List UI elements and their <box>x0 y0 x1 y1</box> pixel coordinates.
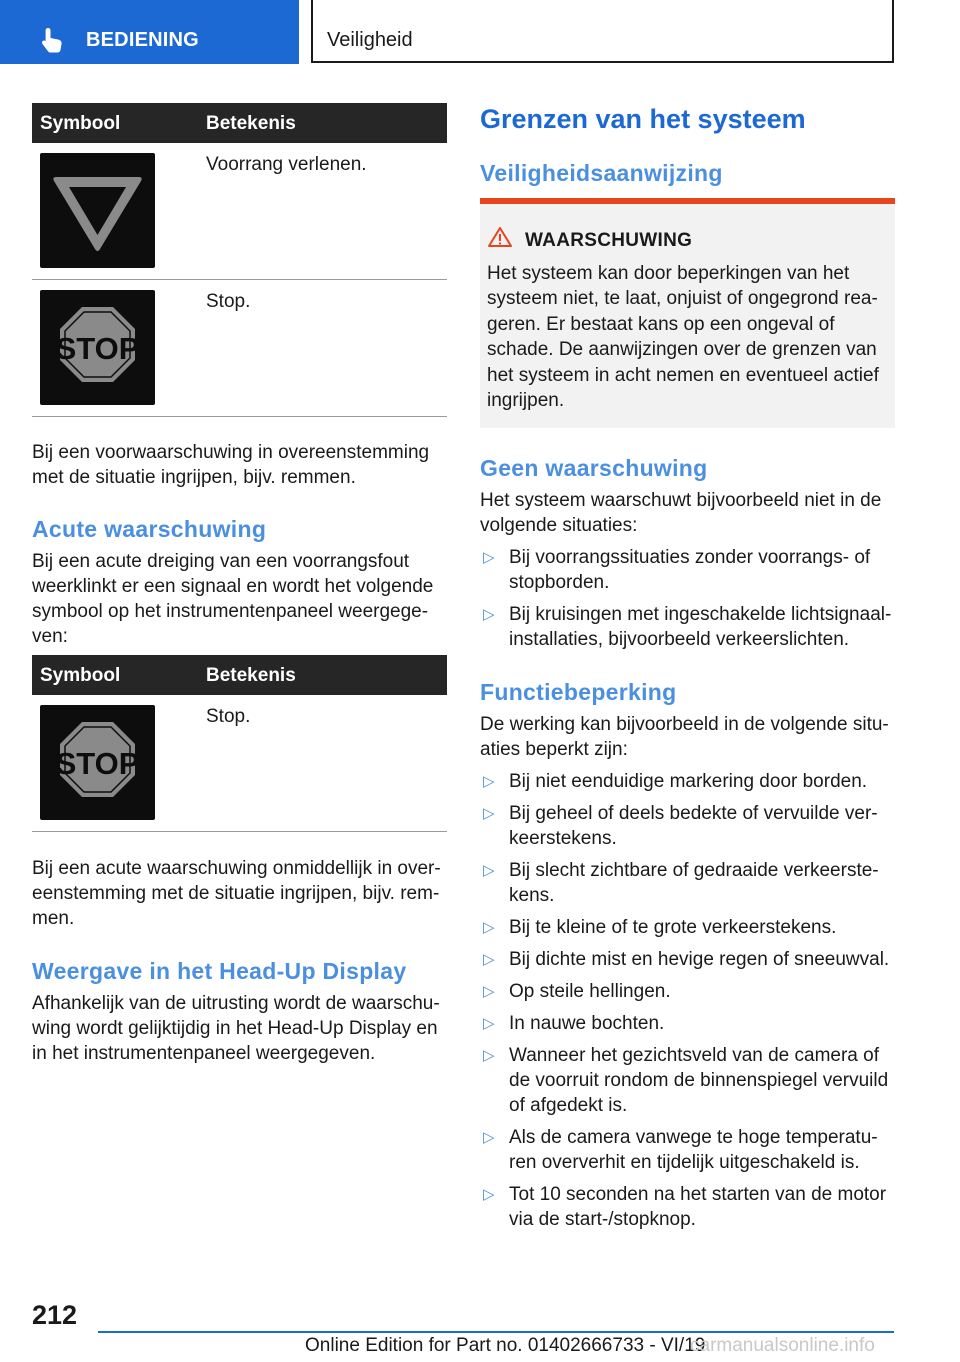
list-item: ▷ Als de camera vanwege te hoge temperatu‐ren oververhit en tijdelijk uitgeschakeld is. <box>483 1127 878 1173</box>
table-row <box>32 143 447 280</box>
bullet-marker-icon: ▷ <box>483 1047 495 1064</box>
hand-pointer-icon <box>40 26 66 54</box>
bullet-marker-icon: ▷ <box>483 1186 495 1203</box>
table-header <box>32 655 447 695</box>
paragraph: Bij een acute dreiging van een voorrangsfout weerklinkt er een signaal en wordt het volgende symbool op het instrumentenpaneel weergege‐ven: <box>32 551 434 647</box>
bullet-marker-icon: ▷ <box>483 773 495 790</box>
list-limitations <box>480 769 895 1232</box>
paragraph: Het systeem waarschuwt bijvoorbeeld niet in de volgende situaties: <box>480 490 882 536</box>
list-item: ▷ In nauwe bochten. <box>483 1013 665 1034</box>
chapter-header <box>311 0 894 63</box>
list-item: ▷ Bij niet eenduidige markering door borden. <box>483 771 868 792</box>
stop-sign-text: STOP <box>55 331 140 366</box>
list-item: ▷ Op steile hellingen. <box>483 981 671 1002</box>
list-item: ▷ Bij voorrangssituaties zonder voorrangs- of stopborden. <box>483 547 871 593</box>
col-symbol-header: Symbool <box>40 665 121 686</box>
meaning-text: Stop. <box>206 291 251 312</box>
heading-safety-info: Veiligheidsaanwijzing <box>480 160 723 186</box>
symbol-table-1 <box>32 103 447 417</box>
section-label: BEDIENING <box>86 29 199 51</box>
list-item: ▷ Bij te kleine of te grote verkeerstekens. <box>483 917 837 938</box>
symbol-table-2 <box>32 655 447 832</box>
list-item: ▷ Bij geheel of deels bedekte of vervuilde ver‐keerstekens. <box>483 803 878 849</box>
edition-note: Online Edition for Part no. 01402666733 - VI/19 <box>305 1335 706 1356</box>
table-row <box>32 695 447 832</box>
heading-system-limits: Grenzen van het systeem <box>480 104 806 134</box>
bullet-marker-icon: ▷ <box>483 1129 495 1146</box>
table-row <box>32 280 447 417</box>
list-item: ▷ Tot 10 seconden na het starten van de motor via de start-/stopknop. <box>483 1184 887 1230</box>
heading-no-warning: Geen waarschuwing <box>480 455 708 481</box>
list-item: ▷ Bij dichte mist en hevige regen of sneeuwval. <box>483 949 890 970</box>
bullet-marker-icon: ▷ <box>483 983 495 1000</box>
bullet-marker-icon: ▷ <box>483 919 495 936</box>
paragraph: Bij een voorwaarschuwing in overeenstemming met de situatie ingrijpen, bijv. remmen. <box>32 442 430 488</box>
table-header <box>32 103 447 143</box>
list-item: ▷ Bij slecht zichtbare of gedraaide verkeerste‐kens. <box>483 860 879 906</box>
warning-text: Het systeem kan door beperkingen van het systeem niet, te laat, onjuist of ongegrond rea‐geren. Er bestaat kans op een ongeval of schade. De aanwijzingen over de grenzen van het systeem in acht nemen en eventueel actief ingrijpen. <box>487 263 879 412</box>
paragraph: De werking kan bijvoorbeeld in de volgende situ‐aties beperkt zijn: <box>480 714 889 760</box>
bullet-marker-icon: ▷ <box>483 951 495 968</box>
stop-sign-icon <box>40 705 155 820</box>
paragraph: Afhankelijk van de uitrusting wordt de waarschu‐wing wordt gelijktijdig in het Head-Up Display en in het instrumentenpaneel weergegeven. <box>32 993 440 1064</box>
page-number: 212 <box>32 1300 78 1330</box>
col-meaning-header: Betekenis <box>206 665 296 686</box>
bullet-marker-icon: ▷ <box>483 1015 495 1032</box>
list-item: ▷ Wanneer het gezichtsveld van de camera of de voorruit rondom de binnenspiegel vervuild of afgedekt is. <box>483 1045 889 1116</box>
bullet-marker-icon: ▷ <box>483 606 495 623</box>
heading-hud: Weergave in het Head-Up Display <box>32 958 407 984</box>
bullet-marker-icon: ▷ <box>483 862 495 879</box>
warning-box <box>480 198 895 428</box>
chapter-label: Veiligheid <box>327 29 413 51</box>
bullet-marker-icon: ▷ <box>483 805 495 822</box>
meaning-text: Voorrang verlenen. <box>206 154 367 175</box>
warning-title: WAARSCHUWING <box>525 230 693 251</box>
col-meaning-header: Betekenis <box>206 113 296 134</box>
paragraph: Bij een acute waarschuwing onmiddellijk in over‐eenstemming met de situatie ingrijpen, bijv. rem‐men. <box>32 858 441 929</box>
bullet-marker-icon: ▷ <box>483 549 495 566</box>
stop-sign-text: STOP <box>55 746 140 781</box>
watermark: carmanualsonline.info <box>690 1335 875 1356</box>
section-tab[interactable] <box>0 0 299 64</box>
yield-sign-icon <box>40 153 155 268</box>
heading-acute-warning: Acute waarschuwing <box>32 516 267 542</box>
footer-divider <box>98 1331 894 1333</box>
meaning-text: Stop. <box>206 706 251 727</box>
list-item: ▷ Bij kruisingen met ingeschakelde lichtsignaal‐installaties, bijvoorbeeld verkeerslichten. <box>483 604 892 650</box>
list-no-warning <box>480 545 895 652</box>
stop-sign-icon <box>40 290 155 405</box>
col-symbol-header: Symbool <box>40 113 121 134</box>
warning-triangle-icon <box>487 226 513 248</box>
heading-function-limitation: Functiebeperking <box>480 679 677 705</box>
